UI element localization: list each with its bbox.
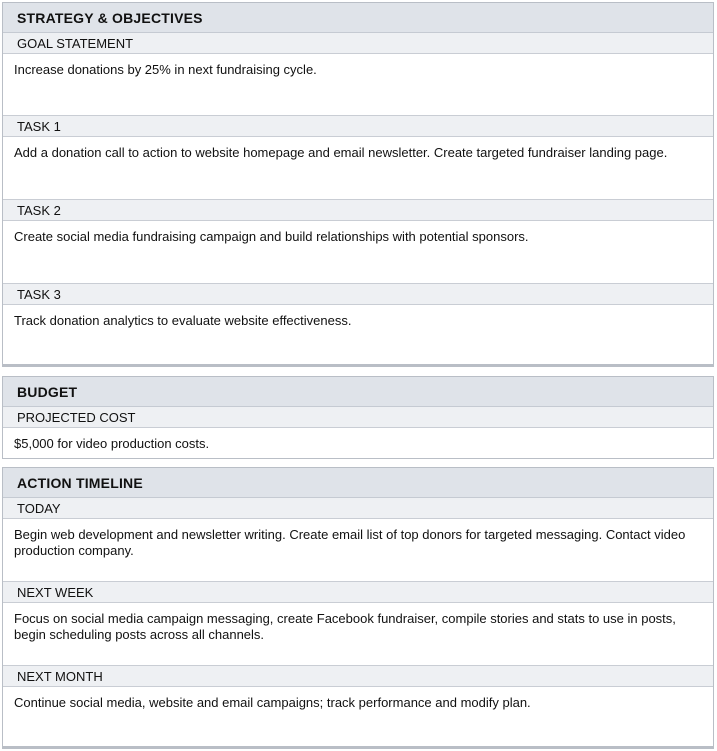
today-text: Begin web development and newsletter writing. Create email list of top donors for targeted messaging. Contact video production company. [3,519,713,582]
next-month-label: NEXT MONTH [3,666,713,687]
task-1-text: Add a donation call to action to website homepage and email newsletter. Create targeted fundraiser landing page. [3,137,713,200]
projected-cost-label: PROJECTED COST [3,407,713,428]
task-3-label: TASK 3 [3,284,713,305]
timeline-header: ACTION TIMELINE [3,468,713,498]
projected-cost-text: $5,000 for video production costs. [14,436,210,451]
next-month-text: Continue social media, website and email campaigns; track performance and modify plan. [14,695,531,710]
goal-statement-label: GOAL STATEMENT [3,33,713,54]
goal-statement-text: Increase donations by 25% in next fundraising cycle. [3,54,713,116]
budget-section [2,376,714,459]
timeline-section [2,467,714,749]
task-2-text: Create social media fundraising campaign and build relationships with potential sponsors. [3,221,713,284]
strategy-header: STRATEGY & OBJECTIVES [3,3,713,33]
budget-header: BUDGET [3,377,713,407]
today-label: TODAY [3,498,713,519]
next-week-label: NEXT WEEK [3,582,713,603]
next-week-text: Focus on social media campaign messaging, create Facebook fundraiser, compile stories and stats to use in posts, begin scheduling posts across all channels. [3,603,713,666]
task-3-text: Track donation analytics to evaluate website effectiveness. [14,313,352,328]
strategy-section [2,2,714,367]
task-1-label: TASK 1 [3,116,713,137]
task-2-label: TASK 2 [3,200,713,221]
